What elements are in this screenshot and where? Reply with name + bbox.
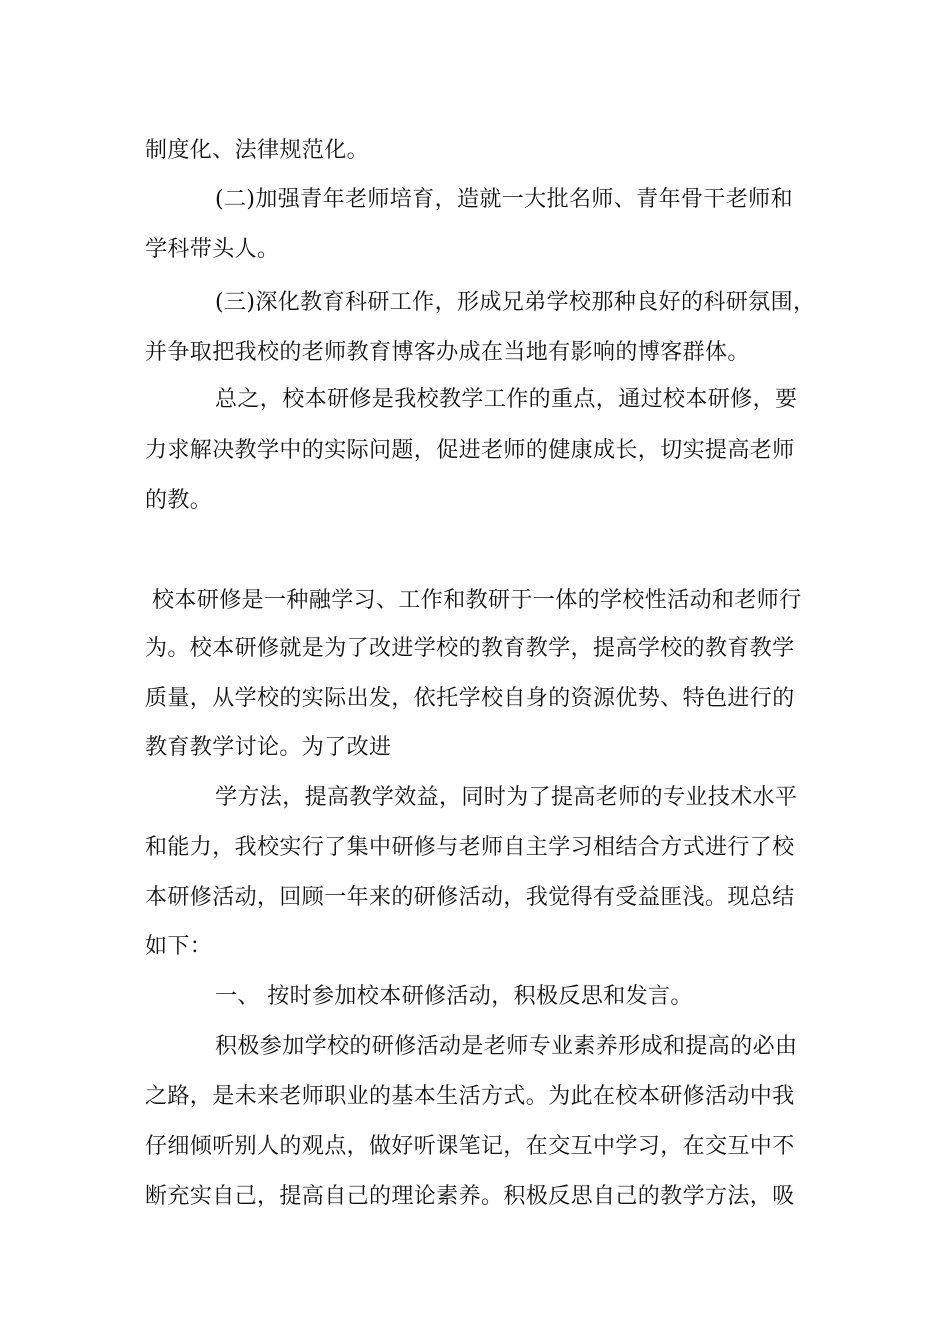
text-line: 并争取把我校的老师教育博客办成在当地有影响的博客群体。 (145, 340, 750, 365)
text-line: 教育教学讨论。为了改进 (145, 735, 392, 760)
text-line: 和能力，我校实行了集中研修与老师自主学习相结合方式进行了校 (145, 835, 795, 860)
text-line: 之路，是未来老师职业的基本生活方式。为此在校本研修活动中我 (145, 1084, 795, 1109)
text-line: 本研修活动，回顾一年来的研修活动，我觉得有受益匪浅。现总结 (145, 885, 795, 910)
text-line: 学方法，提高教学效益，同时为了提高老师的专业技术水平 (215, 785, 798, 810)
text-line: 制度化、法律规范化。 (145, 138, 370, 163)
text-line: 如下： (145, 934, 213, 959)
text-line: 仔细倾听别人的观点，做好听课笔记，在交互中学习，在交互中不 (145, 1134, 795, 1159)
text-line: 断充实自己，提高自己的理论素养。积极反思自己的教学方法，吸 (145, 1184, 795, 1209)
text-line: 力求解决教学中的实际问题，促进老师的健康成长，切实提高老师 (145, 438, 795, 463)
text-line: 质量，从学校的实际出发，依托学校自身的资源优势、特色进行的 (145, 686, 795, 711)
text-line: 学科带头人。 (145, 237, 280, 262)
text-line: 校本研修是一种融学习、工作和教研于一体的学校性活动和老师行 (152, 588, 802, 613)
text-line: (二)加强青年老师培育，造就一大批名师、青年骨干老师和 (215, 187, 793, 212)
text-line: (三)深化教育科研工作，形成兄弟学校那种良好的科研氛围， (215, 290, 816, 315)
section-heading: 一、 按时参加校本研修活动，积极反思和发言。 (215, 984, 693, 1009)
text-line: 总之，校本研修是我校教学工作的重点，通过校本研修，要 (215, 387, 798, 412)
text-line: 积极参加学校的研修活动是老师专业素养形成和提高的必由 (215, 1034, 798, 1059)
text-line: 为。校本研修就是为了改进学校的教育教学，提高学校的教育教学 (145, 636, 795, 661)
text-line: 的教。 (145, 488, 213, 513)
